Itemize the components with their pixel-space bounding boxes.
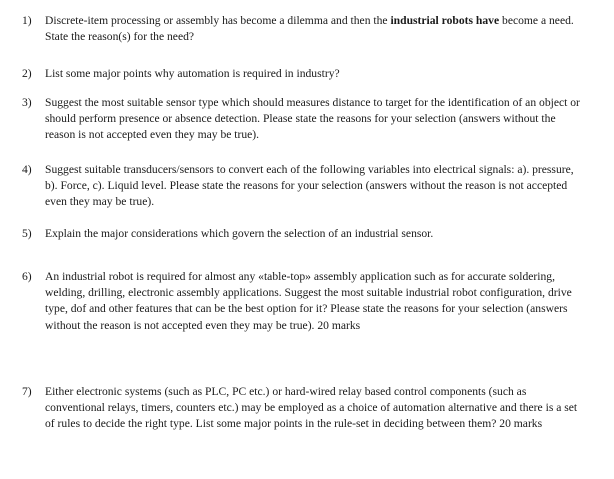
- question-number: 2): [22, 67, 32, 80]
- question-3: [22, 95, 582, 144]
- question-text: List some major points why automation is required in industry?: [45, 67, 340, 80]
- question-text: Explain the major considerations which govern the selection of an industrial sensor.: [45, 227, 434, 240]
- question-text: Suggest suitable transducers/sensors to convert each of the following variables into electrical signals: a). pressure, b). Force, c). Liquid level. Please state the reasons for your selection (answers without the reason is not accepted even they may be true).: [45, 163, 574, 209]
- question-1: [22, 13, 582, 45]
- question-4: [22, 162, 582, 211]
- question-text-part: Discrete-item processing or assembly has become a dilemma and then the: [45, 14, 391, 27]
- question-text: [45, 13, 582, 45]
- question-text-part: become a need. State the reason(s) for the need?: [45, 14, 574, 44]
- question-number: 7): [22, 385, 32, 398]
- question-number: 4): [22, 163, 32, 176]
- question-bold-text: industrial robots have: [390, 14, 500, 27]
- question-text: Suggest the most suitable sensor type which should measures distance to target for the identification of an object or should perform presence or absence detection. Please state the reasons for your selection (answers without the reason is not accepted even they may be true).: [45, 96, 580, 142]
- question-5: [22, 226, 582, 242]
- question-number: 1): [22, 14, 32, 27]
- question-2: [22, 66, 582, 82]
- question-number: 5): [22, 227, 32, 240]
- question-6: [22, 269, 582, 334]
- question-number: 3): [22, 96, 32, 109]
- question-text: An industrial robot is required for almost any «table-top» assembly application such as for accurate soldering, welding, drilling, electronic assembly applications. Suggest the most suitable industrial robot configuration, drive type, dof and other features that can be the best option for it? Please state the reasons for your selection (answers without the reason is not accepted even they may be true). 20 marks: [45, 270, 572, 332]
- question-number: 6): [22, 270, 32, 283]
- question-text: Either electronic systems (such as PLC, PC etc.) or hard-wired relay based control components (such as conventional relays, timers, counters etc.) may be employed as a choice of automation alternative and there is a set of rules to decide the right type. List some major points in the rule-set in deciding between them? 20 marks: [45, 385, 578, 431]
- question-7: [22, 384, 582, 433]
